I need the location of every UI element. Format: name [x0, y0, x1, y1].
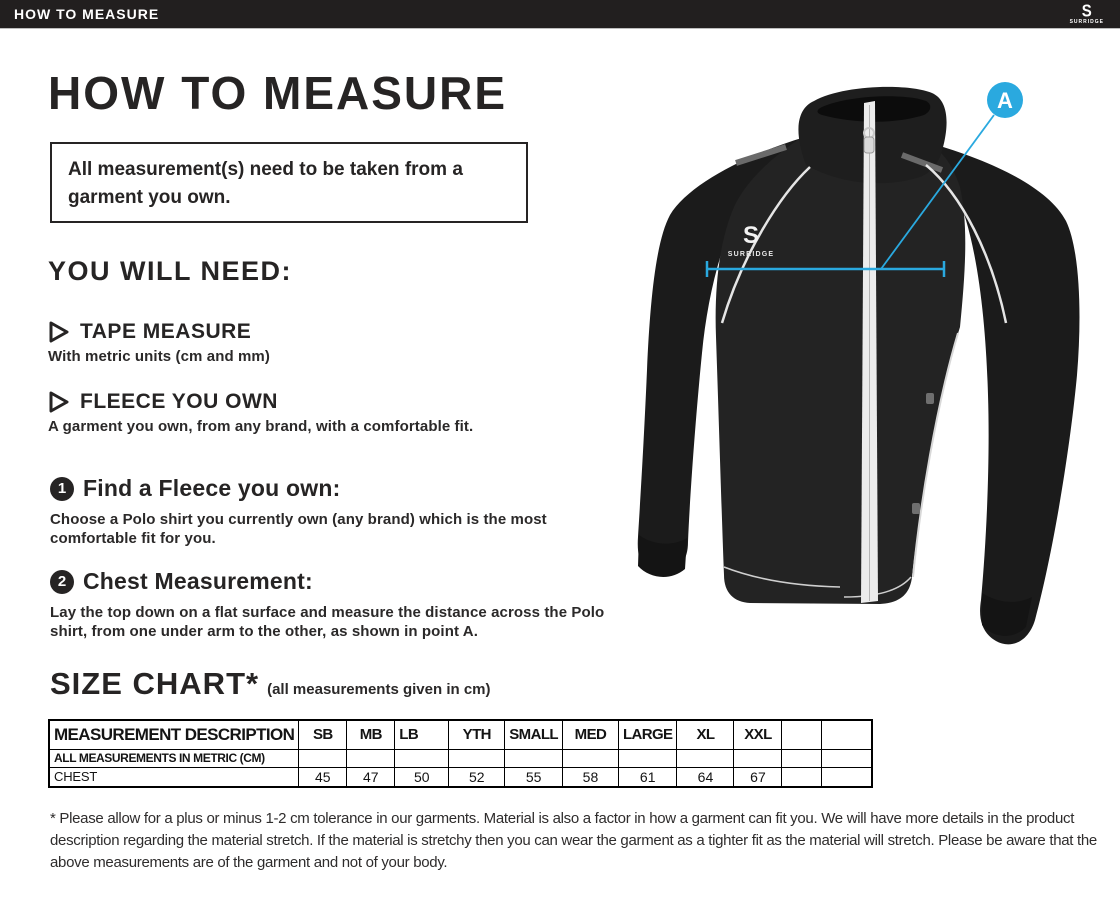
- jacket-brand-text: SURRIDGE: [727, 251, 775, 258]
- column-header: YTH: [449, 720, 505, 749]
- table-cell: [395, 749, 449, 767]
- table-cell: 52: [449, 767, 505, 787]
- need-item-fleece: [48, 390, 608, 435]
- step-number-badge: 2: [50, 570, 74, 594]
- size-chart-heading: [50, 666, 491, 702]
- column-header: XL: [677, 720, 734, 749]
- table-cell: 61: [618, 767, 677, 787]
- column-header: LARGE: [618, 720, 677, 749]
- table-cell: [299, 749, 347, 767]
- surridge-s-mark: S: [1081, 1, 1092, 21]
- you-will-need-heading: YOU WILL NEED:: [48, 256, 293, 286]
- table-cell: [677, 749, 734, 767]
- column-header: MEASUREMENT DESCRIPTION: [49, 720, 299, 749]
- row-label: CHEST: [49, 767, 299, 787]
- column-header: MED: [562, 720, 618, 749]
- top-header-bar: [0, 0, 1120, 28]
- table-cell: [782, 767, 822, 787]
- point-a-badge: [987, 82, 1023, 118]
- point-a-label: A: [997, 88, 1013, 113]
- table-cell: [562, 749, 618, 767]
- table-cell: 64: [677, 767, 734, 787]
- column-header: [782, 720, 822, 749]
- step-1: [50, 475, 625, 548]
- need-item-tape-measure: [48, 320, 608, 365]
- step-number-badge: 1: [50, 477, 74, 501]
- table-cell: 58: [562, 767, 618, 787]
- table-cell: 50: [395, 767, 449, 787]
- table-cell: [347, 749, 395, 767]
- column-header: SMALL: [505, 720, 563, 749]
- size-chart-table: [48, 719, 873, 788]
- jacket-zip-pull: [864, 137, 874, 153]
- step-description: Choose a Polo shirt you currently own (any brand) which is the most comfortable fit for you.: [50, 511, 547, 547]
- measurement-notice-box: All measurement(s) need to be taken from a garment you own.: [50, 142, 528, 223]
- column-header: MB: [347, 720, 395, 749]
- table-cell: [618, 749, 677, 767]
- row-label: ALL MEASUREMENTS IN METRIC (CM): [49, 749, 299, 767]
- size-chart-title: SIZE CHART*: [50, 666, 260, 701]
- table-row: [49, 749, 872, 767]
- column-header: XXL: [734, 720, 782, 749]
- jacket-brand-mark: S: [742, 222, 760, 249]
- table-row: [49, 767, 872, 787]
- fleece-jacket-image: [630, 75, 1110, 655]
- fleece-jacket-figure: [630, 75, 1110, 655]
- table-cell: [822, 749, 872, 767]
- triangle-bullet-icon: [48, 391, 70, 413]
- surridge-wordmark: SURRIDGE: [1069, 18, 1104, 25]
- size-chart-subtitle: (all measurements given in cm): [267, 681, 491, 698]
- need-item-title: FLEECE YOU OWN: [80, 390, 278, 413]
- step-title: Find a Fleece you own:: [83, 475, 341, 501]
- table-cell: 55: [505, 767, 563, 787]
- table-cell: 45: [299, 767, 347, 787]
- table-cell: 67: [734, 767, 782, 787]
- table-cell: [449, 749, 505, 767]
- column-header: SB: [299, 720, 347, 749]
- jacket-side-pull: [926, 393, 934, 404]
- table-cell: [822, 767, 872, 787]
- table-cell: [505, 749, 563, 767]
- header-title: HOW TO MEASURE: [14, 6, 160, 22]
- jacket-side-pull: [912, 503, 920, 514]
- step-title: Chest Measurement:: [83, 568, 313, 594]
- surridge-logo-icon: [1069, 1, 1108, 25]
- jacket-torso: [716, 137, 966, 604]
- step-description: Lay the top down on a flat surface and measure the distance across the Polo shirt, from one under arm to the other, as shown in point A.: [50, 604, 605, 640]
- triangle-bullet-icon: [48, 321, 70, 343]
- table-cell: [782, 749, 822, 767]
- step-2: [50, 568, 625, 641]
- need-item-description: With metric units (cm and mm): [48, 348, 270, 365]
- column-header: LB: [395, 720, 449, 749]
- need-item-title: TAPE MEASURE: [80, 320, 252, 343]
- size-chart-header-row: [49, 720, 872, 749]
- page-title: HOW TO MEASURE: [48, 67, 508, 119]
- table-cell: 47: [347, 767, 395, 787]
- tolerance-footnote: * Please allow for a plus or minus 1-2 cm tolerance in our garments. Material is also a factor in how a garment can fit you. We will have more details in the product description regarding the material stretch. If the material is stretchy then you can wear the garment as a tighter fit as the material will stretch. Please be aware that the above measurements are of the garment and not of your body.: [50, 810, 1097, 871]
- column-header: [822, 720, 872, 749]
- table-cell: [734, 749, 782, 767]
- need-item-description: A garment you own, from any brand, with a comfortable fit.: [48, 418, 474, 435]
